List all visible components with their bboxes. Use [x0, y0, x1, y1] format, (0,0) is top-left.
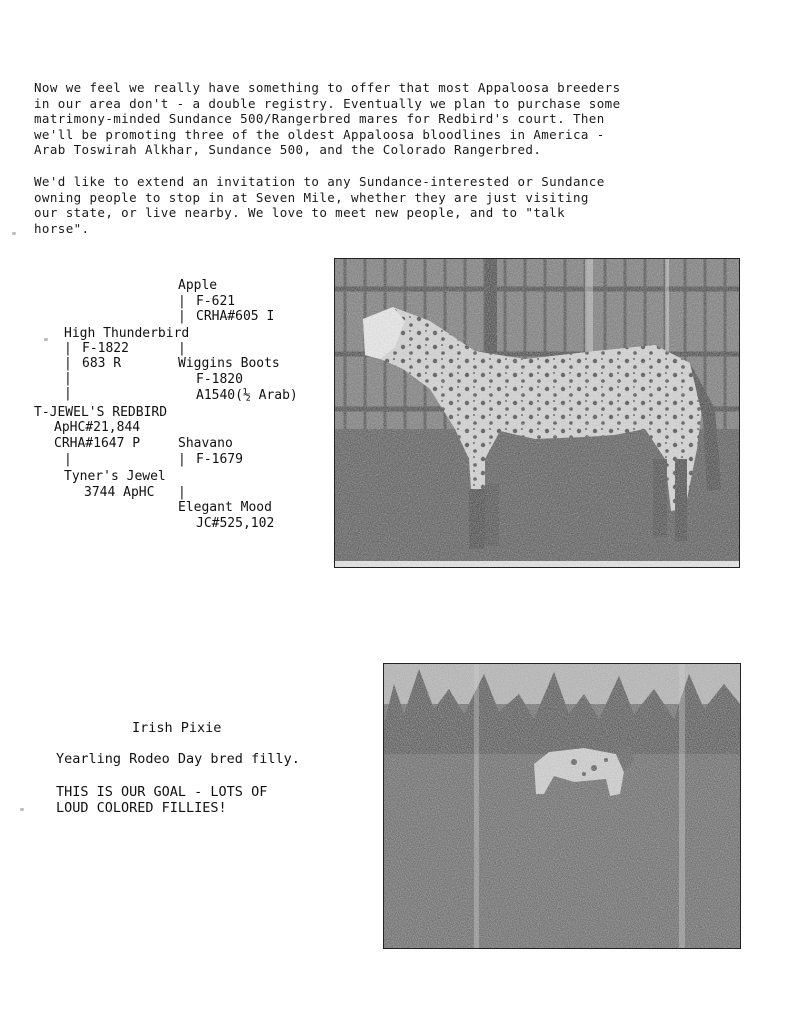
pedigree-subject-name: T-JEWEL'S REDBIRD	[34, 405, 168, 420]
pedigree-connector: |	[178, 341, 186, 356]
pedigree-subject-line1: ApHC#21,844	[54, 420, 141, 435]
second-horse-goal-line-2: LOUD COLORED FILLIES!	[56, 800, 227, 816]
pedigree-elegant-mood-name: Elegant Mood	[178, 500, 272, 515]
pedigree-connector: |	[64, 356, 72, 371]
horse-photo-irish-pixie	[383, 663, 741, 949]
pedigree-wiggins-boots-name: Wiggins Boots	[178, 356, 280, 371]
scan-speck	[20, 808, 24, 811]
pedigree-connector: |	[178, 452, 186, 467]
pedigree-apple-line1: F-621	[196, 294, 236, 309]
second-horse-name: Irish Pixie	[132, 720, 222, 736]
intro-paragraph-2: We'd like to extend an invitation to any Sundance-interested or Sundance owning people to stop in at Seven Mile, whether they are just visiting our state, or live nearby. We love to meet new people, and to "talk horse".	[34, 174, 605, 236]
pedigree-connector: |	[178, 294, 186, 309]
horse-photo-irish-pixie-graphic	[384, 664, 740, 948]
pedigree-connector: |	[178, 485, 186, 500]
pedigree-shavano-line1: F-1679	[196, 452, 243, 467]
pedigree-connector: |	[64, 386, 72, 401]
pedigree-tyners-jewel-name: Tyner's Jewel	[64, 469, 166, 484]
pedigree-elegant-mood-line1: JC#525,102	[196, 516, 275, 531]
pedigree-shavano-name: Shavano	[178, 436, 233, 451]
pedigree-wiggins-boots-line2: A1540(½ Arab)	[196, 388, 298, 403]
pedigree-apple-name: Apple	[178, 278, 218, 293]
pedigree-high-thunderbird-line2: 683 R	[82, 356, 122, 371]
horse-photo-redbird	[334, 258, 740, 568]
pedigree-connector: |	[178, 309, 186, 324]
horse-photo-redbird-graphic	[335, 259, 739, 567]
pedigree-connector: |	[64, 452, 72, 467]
scan-speck	[44, 338, 48, 341]
scan-speck	[12, 232, 16, 235]
pedigree-high-thunderbird-line1: F-1822	[82, 341, 129, 356]
second-horse-description: Yearling Rodeo Day bred filly.	[56, 751, 300, 767]
pedigree-high-thunderbird-name: High Thunderbird	[64, 326, 190, 341]
pedigree-wiggins-boots-line1: F-1820	[196, 372, 243, 387]
intro-paragraph-1: Now we feel we really have something to offer that most Appaloosa breeders in our area don't - a double registry. Eventually we plan to purchase some matrimony-minded Sundance 500/Rangerbred mares for Redbird's court. Then we'll be promoting three of the oldest Appaloosa bloodlines in America - Arab Toswirah Alkhar, Sundance 500, and the Colorado Rangerbred.	[34, 80, 621, 157]
pedigree-apple-line2: CRHA#605 I	[196, 309, 275, 324]
pedigree-connector: |	[64, 371, 72, 386]
pedigree-tyners-jewel-line1: 3744 ApHC	[84, 485, 155, 500]
second-horse-goal-line-1: THIS IS OUR GOAL - LOTS OF	[56, 784, 268, 800]
pedigree-connector: |	[64, 341, 72, 356]
pedigree-subject-line2: CRHA#1647 P	[54, 436, 141, 451]
